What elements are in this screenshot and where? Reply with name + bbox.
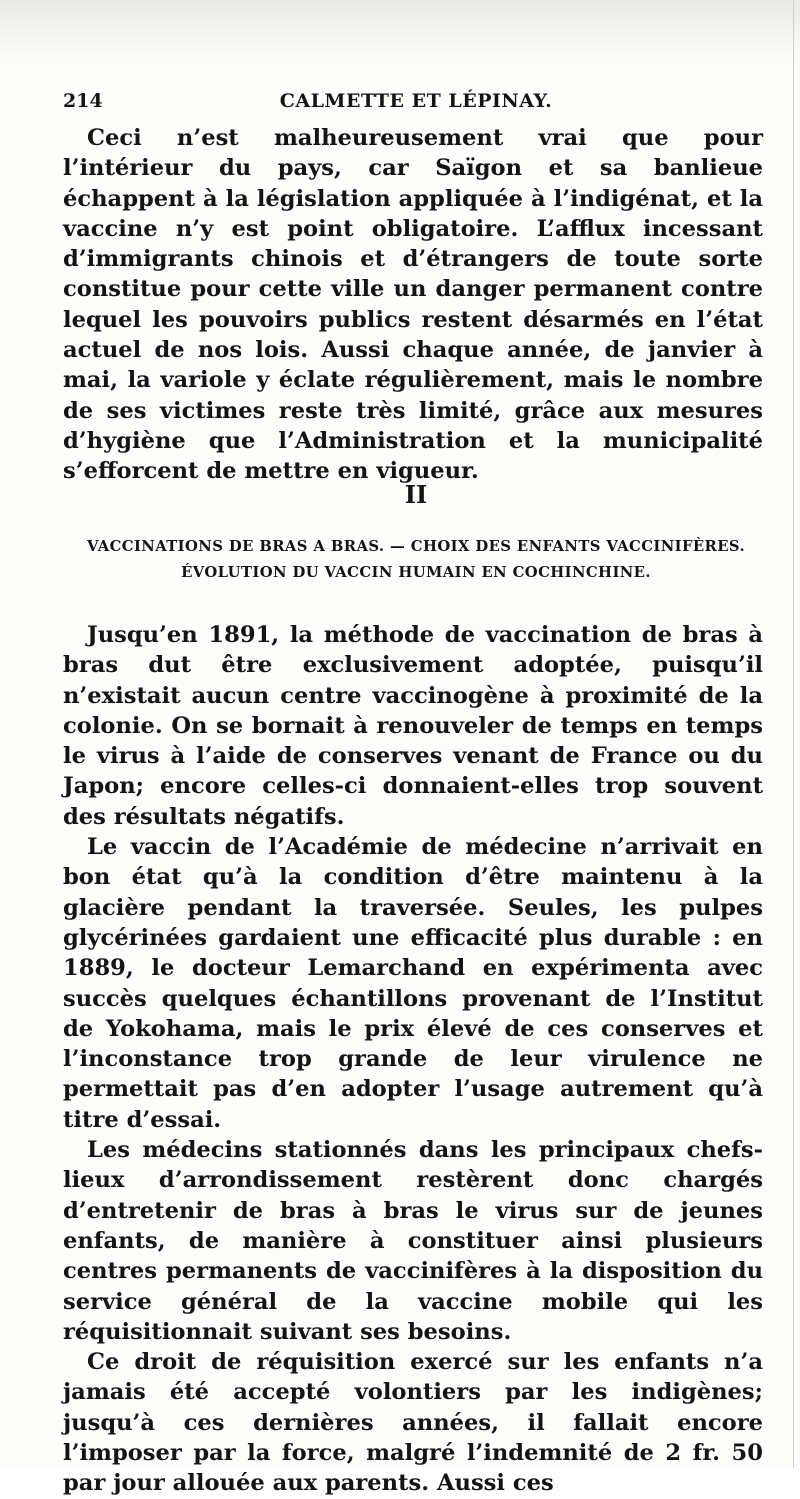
section-title-line-1: VACCINATIONS DE BRAS A BRAS. — CHOIX DES ENFANTS VACCINIFÈRES. — [86, 538, 746, 555]
paragraph: Ce droit de réquisition exercé sur les enfants n’a jamais été accepté volontiers par les indigènes; jusqu’à ces dernières années, il fallait encore l’imposer par la force, malgré l’indemnité de 2 fr. 50 par jour allouée aux parents. Aussi ces — [63, 1349, 763, 1497]
section-number: II — [404, 480, 428, 509]
page-right-edge — [793, 0, 794, 1468]
page-number: 214 — [63, 90, 103, 112]
page-header — [63, 90, 769, 120]
paragraph: Les médecins stationnés dans les principaux chefs-lieux d’arrondissement restèrent donc chargés d’entretenir de bras à bras le virus sur de jeunes enfants, de manière à constituer ainsi plusieurs centres permanents de vaccinifères à la disposition du service général de la vaccine mobile qui les réquisitionnait suivant ses besoins. — [63, 1137, 763, 1345]
bottom-text-block — [63, 620, 763, 1499]
running-head: CALMETTE ET LÉPINAY. — [279, 90, 553, 112]
top-text-block — [63, 123, 763, 487]
paragraph: Le vaccin de l’Académie de médecine n’arrivait en bon état qu’à la condition d’être maintenu à la glacière pendant la traversée. Seules, les pulpes glycérinées gardaient une efficacité plus durable : en 1889, le docteur Lemarchand en expérimenta avec succès quelques échantillons provenant de l’Institut de Yokohama, mais le prix élevé de ces conserves et l’inconstance trop grande de leur virulence ne permettait pas d’en adopter l’usage autrement qu’à titre d’essai. — [63, 834, 763, 1133]
section-title-line-2: ÉVOLUTION DU VACCIN HUMAIN EN COCHINCHINE. — [181, 564, 651, 581]
page-top-shadow — [0, 0, 800, 60]
paragraph: Ceci n’est malheureusement vrai que pour l’intérieur du pays, car Saïgon et sa banlieue échappent à la législation appliquée à l’indigénat, et la vaccine n’y est point obligatoire. L’afflux incessant d’immigrants chinois et d’étrangers de toute sorte constitue pour cette ville un danger permanent contre lequel les pouvoirs publics restent désarmés en l’état actuel de nos lois. Aussi chaque année, de janvier à mai, la variole y éclate régulièrement, mais le nombre de ses victimes reste très limité, grâce aux mesures d’hygiène que l’Administration et la municipalité s’efforcent de mettre en vigueur. — [63, 125, 763, 485]
paragraph: Jusqu’en 1891, la méthode de vaccination de bras à bras dut être exclusivement adoptée, puisqu’il n’existait aucun centre vaccinogène à proximité de la colonie. On se bornait à renouveler de temps en temps le virus à l’aide de conserves venant de France ou du Japon; encore celles-ci donnaient-elles trop souvent des résultats négatifs. — [63, 622, 763, 830]
